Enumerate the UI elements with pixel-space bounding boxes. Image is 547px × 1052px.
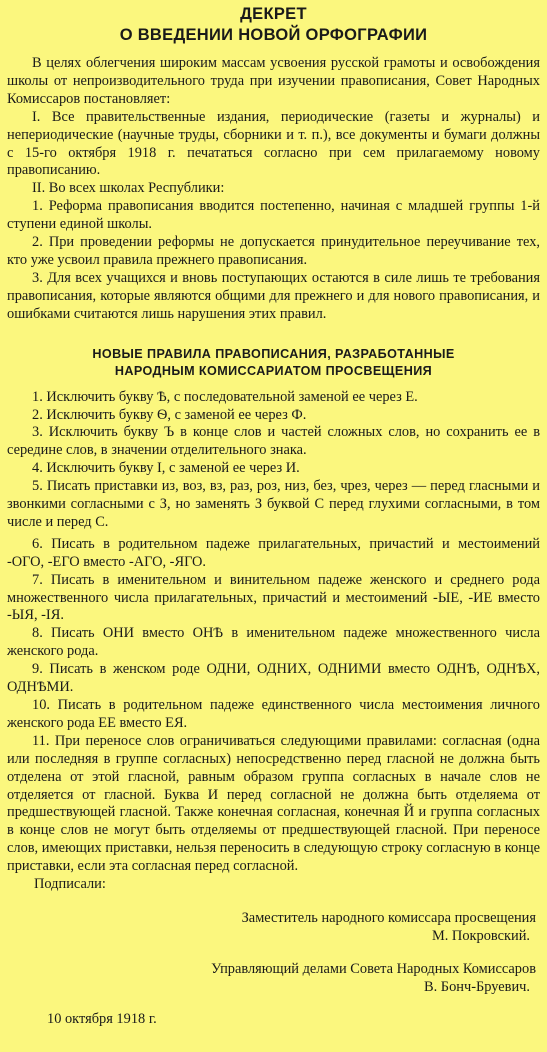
- rule-item: 5. Писать приставки из, воз, вз, раз, роз, низ, без, чрез, через — перед гласными и звонкими согласными с З, но заменять З буквой С перед глухими согласными, в том числе и перед С.: [7, 478, 540, 530]
- signer-1-title: Заместитель народного комиссара просвещения: [241, 909, 536, 926]
- signer-2-title: Управляющий делами Совета Народных Комиссаров: [211, 960, 536, 977]
- signer-1-name: М. Покровский.: [431, 927, 530, 944]
- rules-list: [7, 389, 540, 876]
- signature-block-2: [7, 961, 540, 997]
- rule-item: 11. При переносе слов ограничиваться следующими правилами: согласная (одна или последняя в группе согласных) непосредственно перед гласной не должна быть отделена от этой гласной, равным образом группа согласных в начале слов не отделяется от гласной. Буква И перед согласной не должна быть отделяема от предшествующей гласной. Также конечная согласная, конечная Й и группа согласных в конце слов не могут быть отделяемы от предшествующей гласной. При переносе слов, имеющих приставки, нельзя переносить в следующую строку согласную в конце приставки, если эта согласная перед согласной.: [7, 732, 540, 875]
- decree-article-2-item-1: 1. Реформа правописания вводится постепенно, начиная с младшей группы 1-й ступени единой школы.: [7, 198, 540, 233]
- rule-item: 8. Писать ОНИ вместо ОНѢ в именительном падеже множественного числа женского рода.: [7, 625, 540, 660]
- signature-block-1: [7, 910, 540, 946]
- rule-item: 2. Исключить букву Ѳ, с заменой ее через Ф.: [32, 406, 307, 423]
- decree-preamble: В целях облегчения широким массам усвоения русской грамоты и освобождения школы от непроизводительного труда при изучении правописания, Совет Народных Комиссаров постановляет:: [7, 55, 540, 107]
- signer-2-name: В. Бонч-Бруевич.: [424, 978, 530, 995]
- decree-article-2: II. Во всех школах Республики:: [32, 180, 225, 197]
- rule-item: 4. Исключить букву I, с заменой ее через И.: [32, 460, 300, 477]
- rule-item: 6. Писать в родительном падеже прилагательных, причастий и местоимений -ОГО, -ЕГО вместо -АГО, -ЯГО.: [7, 535, 540, 570]
- decree-date: 10 октября 1918 г.: [47, 1010, 157, 1027]
- rule-item: 10. Писать в родительном падеже единственного числа местоимения личного женского рода ЕЕ вместо ЕЯ.: [7, 697, 540, 731]
- decree-title-line1: ДЕКРЕТ: [240, 5, 307, 23]
- decree-article-2-item-2: 2. При проведении реформы не допускается принудительное переучивание тех, кто уже усвоил правила прежнего правописания.: [7, 234, 540, 268]
- rule-item: 1. Исключить букву Ѣ, с последовательной заменой ее через Е.: [32, 388, 418, 405]
- rule-item: 7. Писать в именительном и винительном падеже женского и среднего рода множественного числа прилагательных, причастий и местоимений -ЫЕ, -ИЕ вместо -ЫЯ, -IЯ.: [7, 571, 540, 624]
- decree-title-line2: О ВВЕДЕНИИ НОВОЙ ОРФОГРАФИИ: [119, 26, 428, 44]
- decree-body: [7, 55, 540, 1029]
- decree-article-2-item-3: 3. Для всех учащихся и вновь поступающих остаются в силе лишь те требования правописания, которые являются общими для прежнего и для нового правописания, и ошибками считаются лишь нарушения этих правил.: [7, 269, 540, 322]
- rules-heading: [7, 346, 540, 381]
- rule-item: 3. Исключить букву Ъ в конце слов и частей сложных слов, но сохранить ее в середине слов, в значении отделительного знака.: [7, 424, 540, 459]
- rules-heading-line1: НОВЫЕ ПРАВИЛА ПРАВОПИСАНИЯ, РАЗРАБОТАННЫЕ: [92, 346, 455, 361]
- rules-heading-line2: НАРОДНЫМ КОМИССАРИАТОМ ПРОСВЕЩЕНИЯ: [114, 364, 433, 379]
- decree-article-1: I. Все правительственные издания, периодические (газеты и журналы) и непериодические (научные труды, сборники и т. п.), все документы и бумаги должны с 15-го октября 1918 г. печататься согласно при сем прилагаемому новому правописанию.: [7, 108, 540, 179]
- rule-item: 9. Писать в женском роде ОДНИ, ОДНИХ, ОДНИМИ вместо ОДНѢ, ОДНѢХ, ОДНѢМИ.: [7, 661, 540, 696]
- signed-label: Подписали:: [34, 876, 106, 893]
- decree-title: [7, 4, 540, 46]
